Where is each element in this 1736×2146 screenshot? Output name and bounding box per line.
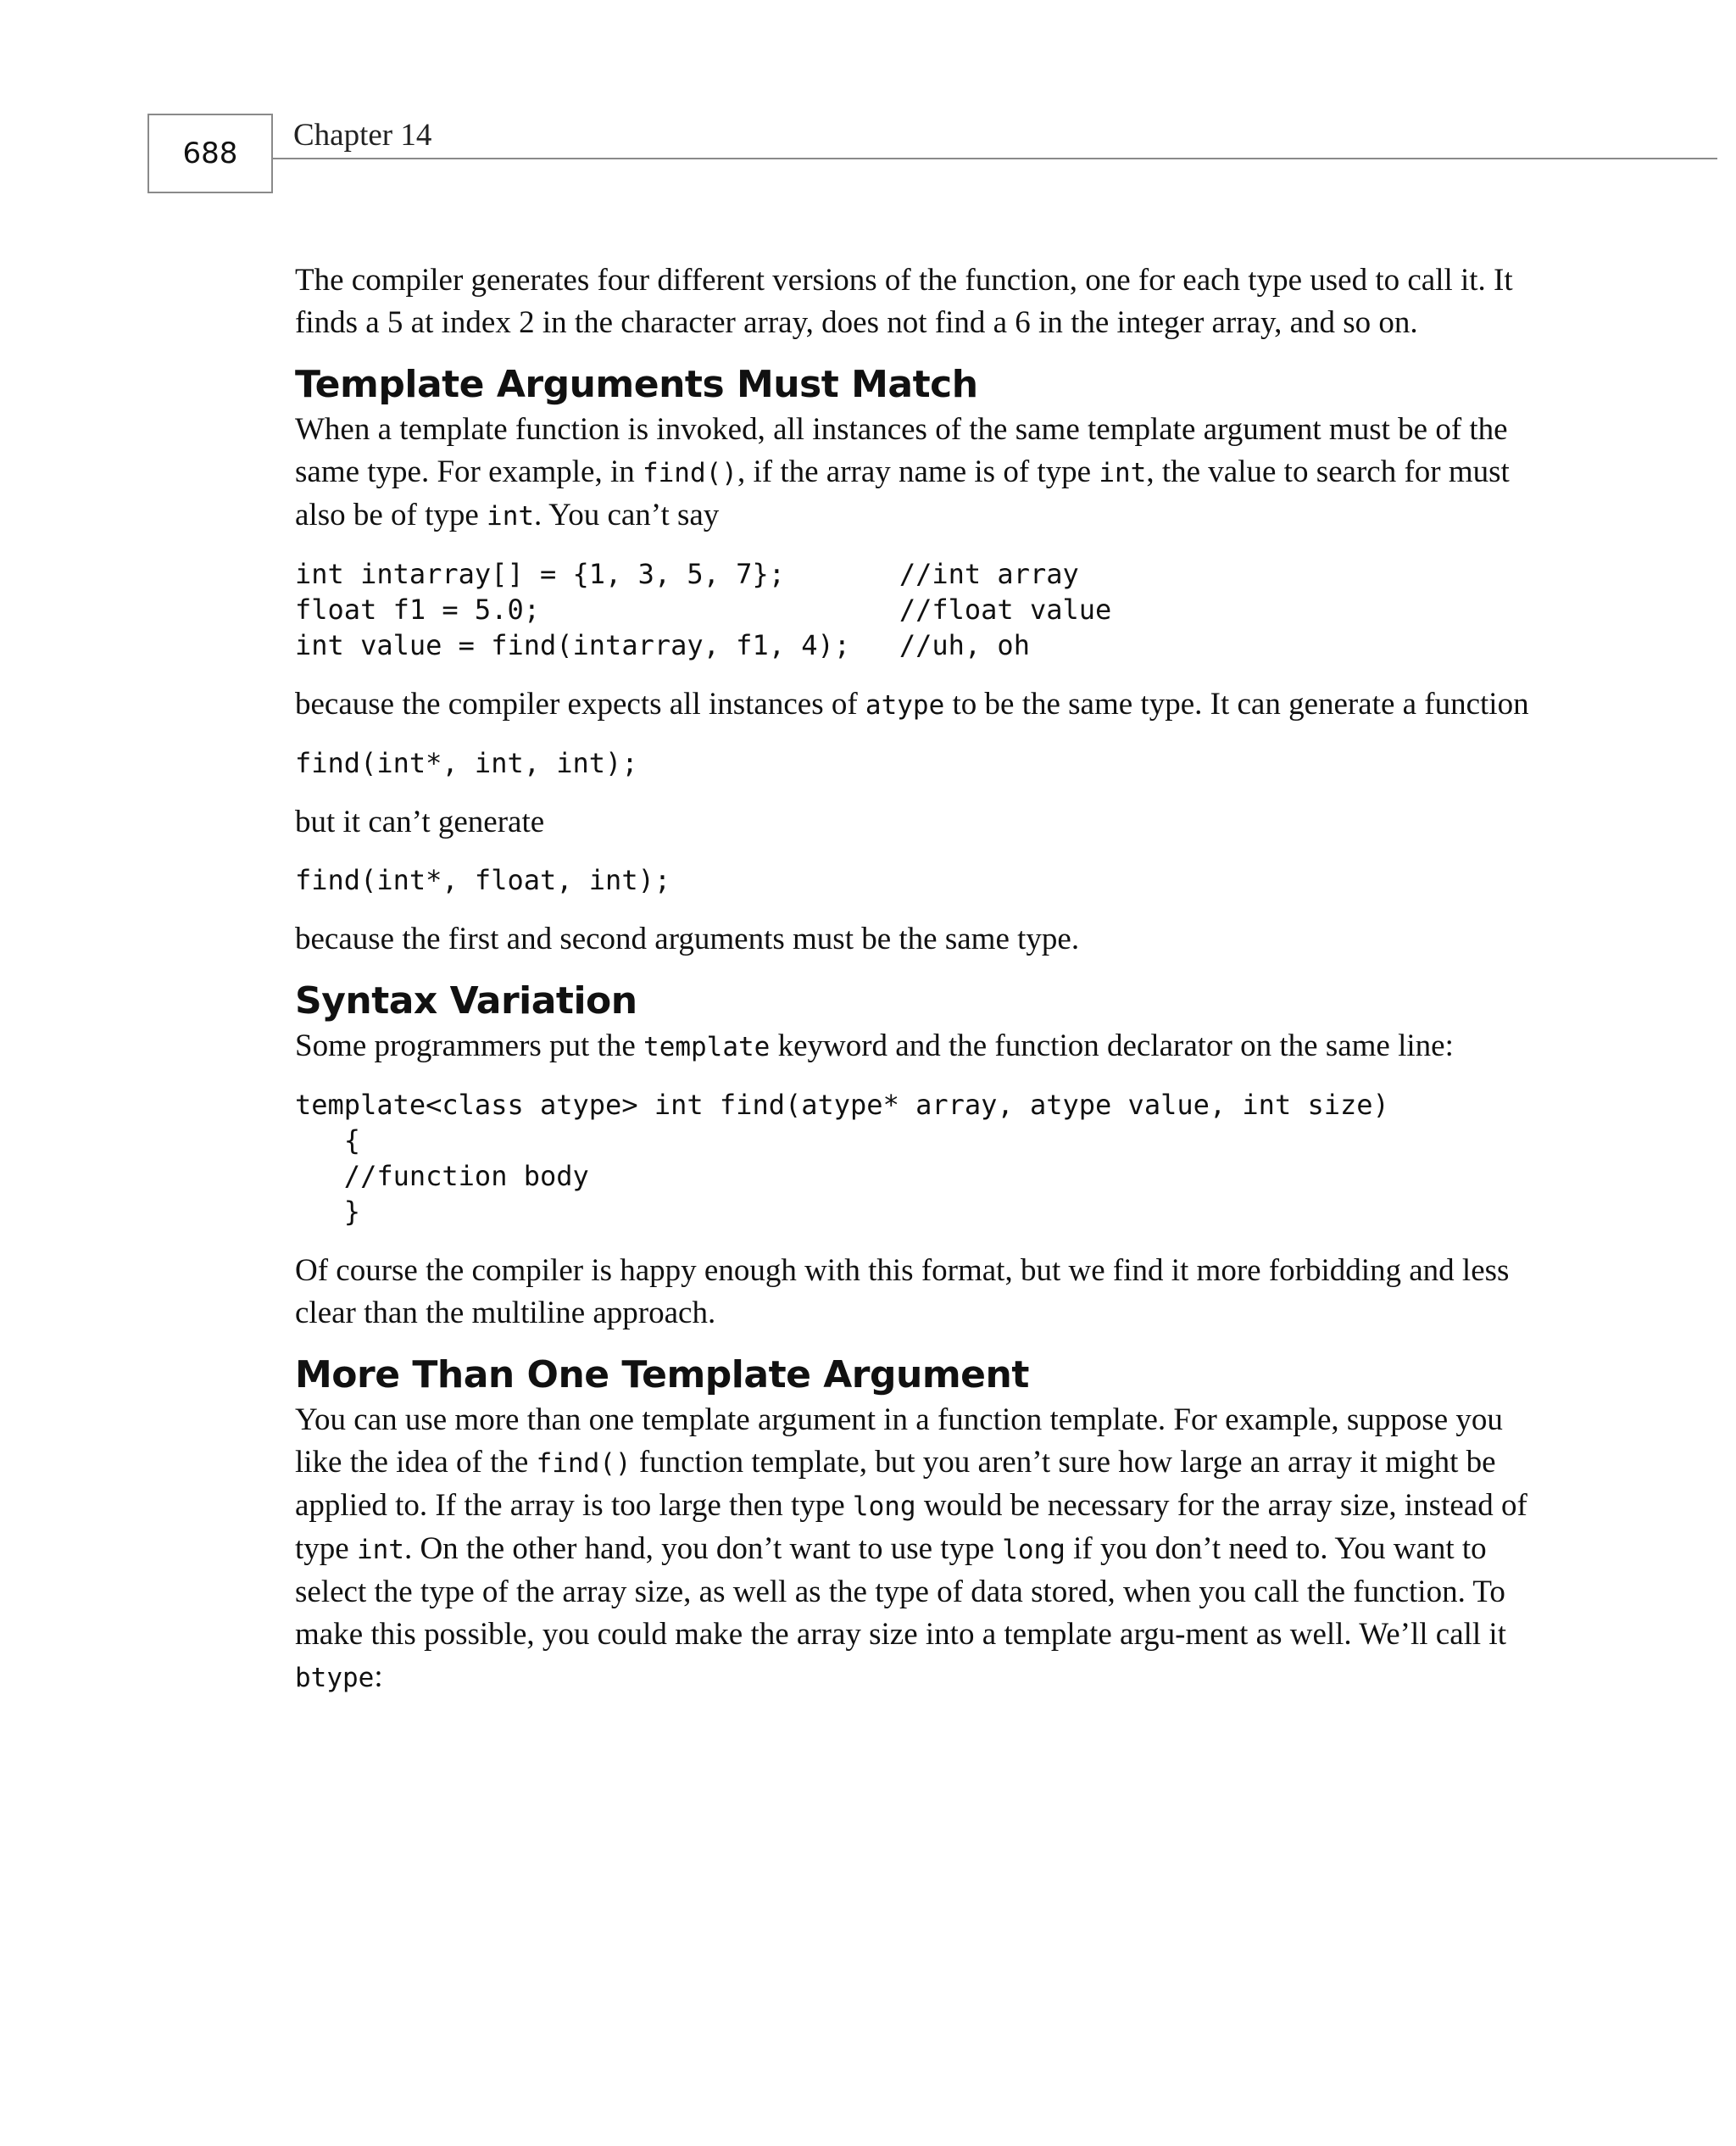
text-run: You can use more than one template argument in a function template. For example, suppose you like the idea of the	[295, 1402, 1503, 1480]
text-run: Some programmers put the	[295, 1028, 644, 1063]
code-line: float f1 = 5.0; //float value	[295, 594, 1112, 626]
code-block-single-line-template	[295, 1087, 1541, 1229]
chapter-label: Chapter 14	[293, 118, 432, 153]
code-line: find(int*, float, int);	[295, 864, 671, 896]
inline-code: btype	[295, 1663, 375, 1693]
code-line: find(int*, int, int);	[295, 747, 638, 779]
page-content	[295, 259, 1541, 1718]
inline-code: int	[356, 1535, 404, 1565]
section1-paragraph-4: because the first and second arguments must be the same type.	[295, 922, 1080, 956]
text-run: , the value to search for must also be of type	[295, 454, 1510, 532]
section-heading-more-than-one-template-argument: More Than One Template Argument	[295, 1353, 1029, 1396]
text-run: to be the same type. It can generate a function	[944, 687, 1529, 722]
text-run: function template, but you aren’t sure how large an array it might be applied to. If the array is too large then type	[295, 1445, 1496, 1523]
text-run: keyword and the function declarator on the same line:	[770, 1028, 1454, 1063]
code-line: int intarray[] = {1, 3, 5, 7}; //int array	[295, 558, 1079, 590]
code-line: template<class atype> int find(atype* array, atype value, int size)	[295, 1089, 1389, 1121]
code-block-valid-signature	[295, 745, 1541, 781]
inline-code: long	[852, 1491, 916, 1522]
section-heading-syntax-variation: Syntax Variation	[295, 979, 637, 1023]
inline-code: int	[487, 501, 535, 532]
inline-code: int	[1099, 458, 1147, 488]
section3-paragraph-1	[295, 1399, 1541, 1699]
inline-code: find()	[642, 458, 737, 488]
inline-code: find()	[536, 1448, 632, 1479]
page-number: 688	[147, 114, 273, 193]
text-run: if you don’t need to. You want to select the type of the array size, as well as the type of data stored, when you call the function. To make this possible, you could make the array size into a template argu-ment as well. We’ll call it	[295, 1531, 1506, 1652]
section2-paragraph-1	[295, 1025, 1541, 1068]
section1-paragraph-2	[295, 683, 1541, 727]
section1-paragraph-3: but it can’t generate	[295, 805, 545, 839]
code-line: //function body	[295, 1160, 589, 1192]
text-run: . On the other hand, you don’t want to use type	[403, 1531, 1003, 1566]
inline-code: template	[643, 1032, 771, 1062]
text-run: , if the array name is of type	[737, 454, 1099, 489]
header-rule	[273, 158, 1717, 159]
code-block-mismatch-example	[295, 556, 1541, 663]
section-heading-template-arguments-must-match: Template Arguments Must Match	[295, 363, 978, 406]
inline-code: atype	[865, 690, 945, 721]
section2-paragraph-2: Of course the compiler is happy enough with this format, but we find it more forbidding and less clear than the multiline approach.	[295, 1253, 1510, 1330]
text-run: When a template function is invoked, all instances of the same template argument must be of the same type. For example, in	[295, 412, 1508, 489]
intro-paragraph: The compiler generates four different versions of the function, one for each type used to call it. It finds a 5 at index 2 in the character array, does not find a 6 in the integer array, and so on.	[295, 263, 1513, 340]
text-run: would be necessary for the array size, instead of type	[295, 1488, 1527, 1566]
code-line: }	[295, 1196, 361, 1228]
code-block-invalid-signature	[295, 862, 1541, 898]
text-run: because the compiler expects all instances of	[295, 687, 865, 722]
text-run: :	[374, 1659, 383, 1694]
section1-paragraph-1	[295, 409, 1541, 538]
text-run: . You can’t say	[534, 498, 720, 532]
code-line: {	[295, 1124, 361, 1157]
code-line: int value = find(intarray, f1, 4); //uh, oh	[295, 629, 1030, 661]
inline-code: long	[1002, 1535, 1066, 1565]
